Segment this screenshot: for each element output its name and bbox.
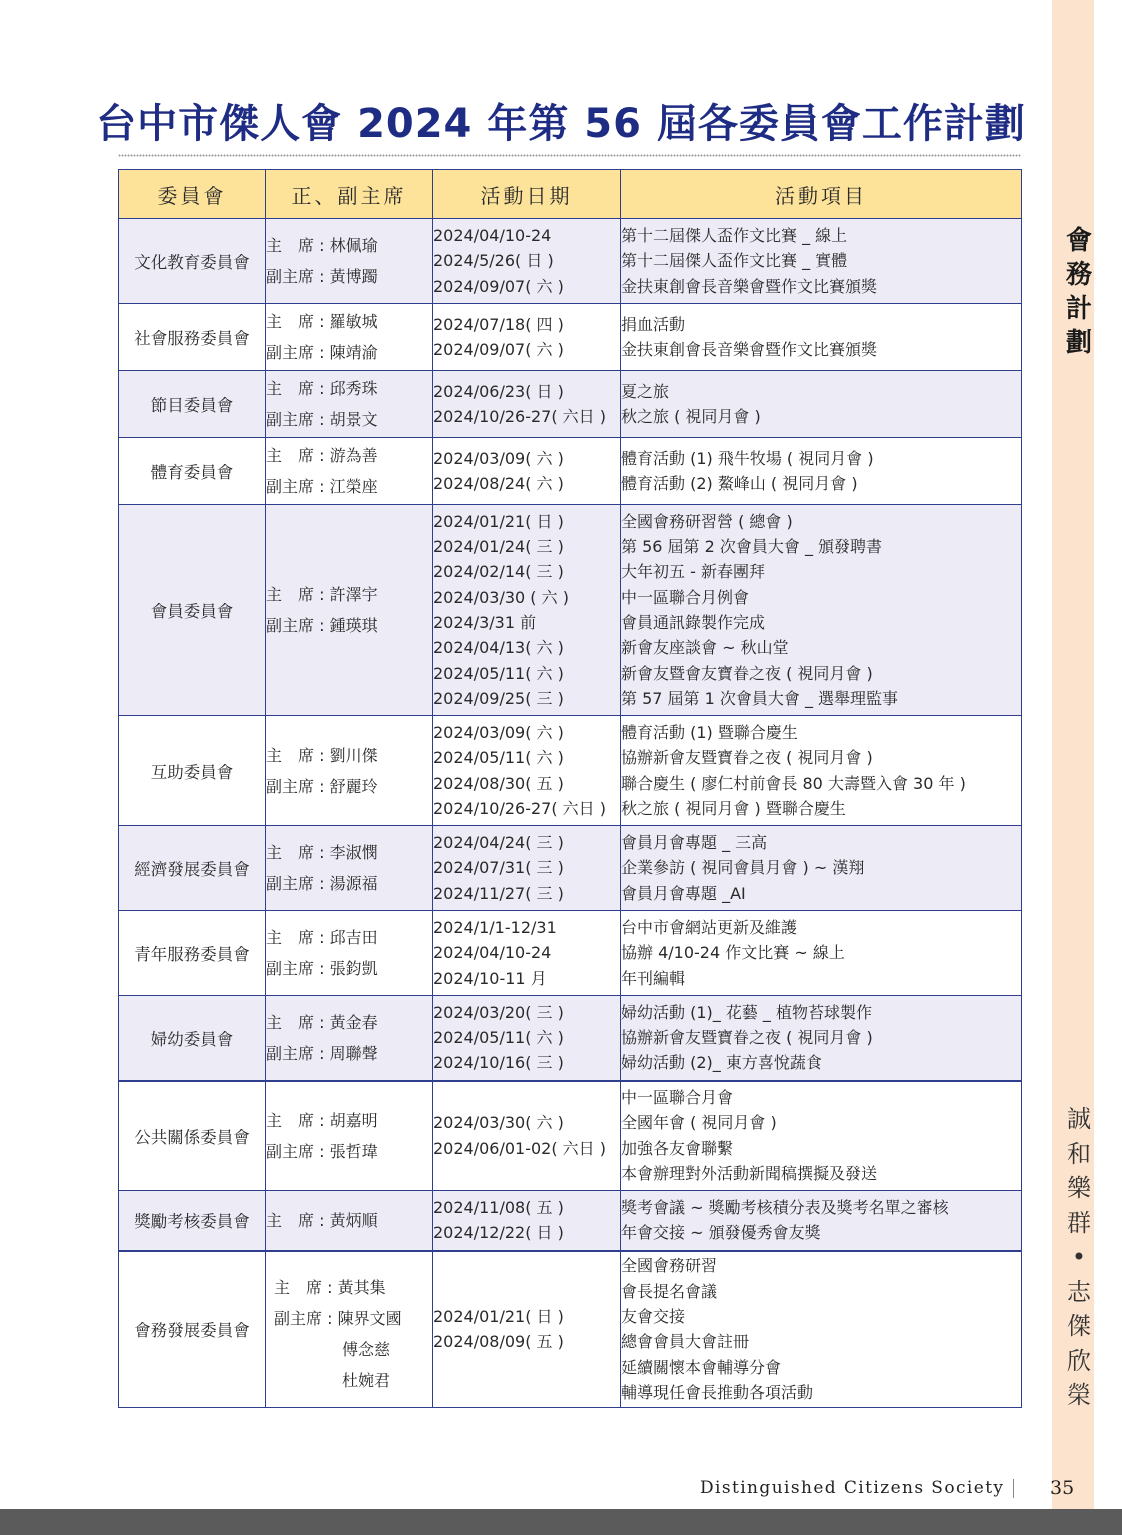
activity-date: 2024/04/10-24 xyxy=(433,943,552,963)
activity-item: 台中市會網站更新及維護 xyxy=(621,918,798,938)
section-label-char: 務 xyxy=(1065,260,1092,290)
activity-date: 2024/06/01-02( 六日 ) xyxy=(433,1138,607,1158)
activity-item: 捐血活動 xyxy=(621,314,686,334)
activity-date: 2024/09/25( 三 ) xyxy=(433,688,564,708)
activity-item: 體育活動 (1) 暨聯合慶生 xyxy=(621,722,798,742)
activity-item: 第十二屆傑人盃作文比賽 _ 實體 xyxy=(621,251,848,271)
slogan-char: 群 xyxy=(1067,1208,1091,1237)
activity-date: 2024/07/18( 四 ) xyxy=(433,314,564,334)
committee-name: 婦幼委員會 xyxy=(119,996,266,1081)
activity-date: 2024/12/22( 日 ) xyxy=(433,1223,564,1243)
activity-item: 本會辦理對外活動新聞稿撰擬及發送 xyxy=(621,1164,878,1184)
chair-name: 副主席 : 周聯聲 xyxy=(266,1043,378,1063)
header-activities: 活動項目 xyxy=(621,170,1022,219)
chairs-cell xyxy=(266,826,433,911)
activity-date: 2024/10-11 月 xyxy=(433,968,547,988)
side-slogan xyxy=(1061,1102,1097,1413)
chair-name: 主 席 : 胡嘉明 xyxy=(266,1110,378,1130)
table-header-row xyxy=(119,170,1022,219)
chair-name: 主 席 : 林佩瑜 xyxy=(266,236,378,255)
activity-date: 2024/04/24( 三 ) xyxy=(433,833,564,853)
activity-item: 第十二屆傑人盃作文比賽 _ 線上 xyxy=(621,226,848,246)
activity-date: 2024/01/21( 日 ) xyxy=(433,1306,564,1326)
chair-name: 傅念慈 xyxy=(342,1340,391,1360)
slogan-char: 和 xyxy=(1067,1139,1091,1168)
activity-item: 全國年會 ( 視同月會 ) xyxy=(621,1113,777,1133)
header-committee: 委員會 xyxy=(119,170,266,219)
activity-item: 輔導現任會長推動各項活動 xyxy=(621,1382,814,1402)
section-label-char: 劃 xyxy=(1065,328,1092,358)
activity-date: 2024/01/24( 三 ) xyxy=(433,537,564,557)
slogan-char: 樂 xyxy=(1067,1174,1091,1202)
chair-name: 主 席 : 黃金春 xyxy=(266,1012,378,1032)
chair-name: 主 席 : 李淑憫 xyxy=(266,843,378,862)
chairs-cell xyxy=(266,996,433,1081)
activity-item: 體育活動 (2) 鰲峰山 ( 視同月會 ) xyxy=(621,474,858,493)
dates-cell xyxy=(433,1081,621,1191)
committee-name: 節目委員會 xyxy=(119,371,266,438)
chair-name: 副主席 : 陳靖渝 xyxy=(266,343,378,362)
activities-cell xyxy=(621,371,1022,438)
activity-item: 新會友座談會 ~ 秋山堂 xyxy=(621,638,789,658)
chairs-cell xyxy=(266,1081,433,1191)
activity-date: 2024/02/14( 三 ) xyxy=(433,562,564,582)
chairs-cell xyxy=(266,304,433,371)
chairs-cell xyxy=(266,911,433,996)
activity-date: 2024/10/16( 三 ) xyxy=(433,1053,564,1073)
chair-name: 副主席 : 胡景文 xyxy=(266,410,378,429)
activity-item: 年會交接 ~ 頒發優秀會友獎 xyxy=(621,1223,821,1243)
activity-date: 2024/5/26( 日 ) xyxy=(433,251,554,271)
header-dates: 活動日期 xyxy=(433,170,621,219)
chairs-cell xyxy=(266,219,433,304)
chair-name: 副主席 : 張哲瑋 xyxy=(266,1141,378,1161)
activity-item: 會員通訊錄製作完成 xyxy=(621,613,766,632)
activities-cell xyxy=(621,304,1022,371)
chair-name: 主 席 : 游為善 xyxy=(266,446,378,465)
activity-item: 中一區聯合月例會 xyxy=(621,587,750,607)
section-label xyxy=(1059,224,1099,360)
chairs-cell xyxy=(266,371,433,438)
activity-item: 第 57 屆第 1 次會員大會 _ 選舉理監事 xyxy=(621,688,899,708)
activity-date: 2024/1/1-12/31 xyxy=(433,918,557,938)
activity-item: 加強各友會聯繫 xyxy=(621,1138,734,1158)
activity-item: 大年初五 - 新春團拜 xyxy=(621,562,765,582)
activity-item: 會長提名會議 xyxy=(621,1281,718,1301)
activity-date: 2024/10/26-27( 六日 ) xyxy=(433,407,607,426)
chair-name: 主 席 : 邱吉田 xyxy=(266,928,378,947)
activity-date: 2024/03/30 ( 六 ) xyxy=(433,587,569,607)
activity-item: 會員月會專題 _AI xyxy=(621,883,746,903)
activity-item: 聯合慶生 ( 廖仁村前會長 80 大壽暨入會 30 年 ) xyxy=(621,773,966,793)
activities-cell xyxy=(621,1081,1022,1191)
activity-date: 2024/11/08( 五 ) xyxy=(433,1197,564,1217)
activity-date: 2024/08/24( 六 ) xyxy=(433,474,564,493)
activity-item: 金扶東創會長音樂會暨作文比賽頒獎 xyxy=(621,340,878,359)
activity-item: 獎考會議 ~ 獎勵考核積分表及獎考名單之審核 xyxy=(621,1197,949,1217)
chair-name: 副主席 : 湯源福 xyxy=(266,874,378,893)
activities-cell xyxy=(621,996,1022,1081)
chair-name: 主 席 : 黃炳順 xyxy=(266,1210,378,1230)
committee-name: 會員委員會 xyxy=(119,505,266,716)
dates-cell xyxy=(433,826,621,911)
chair-name: 主 席 : 黃其集 xyxy=(274,1278,386,1298)
activity-item: 延續關懷本會輔導分會 xyxy=(621,1357,782,1377)
chair-name: 副主席 : 鍾瑛琪 xyxy=(266,616,378,635)
activity-date: 2024/03/30( 六 ) xyxy=(433,1113,564,1133)
activity-item: 全國會務研習 xyxy=(621,1256,718,1276)
activity-item: 體育活動 (1) 飛牛牧場 ( 視同月會 ) xyxy=(621,448,874,468)
header-chairs: 正、副主席 xyxy=(266,170,433,219)
chairs-cell xyxy=(266,1251,433,1408)
committee-name: 青年服務委員會 xyxy=(119,911,266,996)
table-row xyxy=(119,716,1022,826)
footer-society: Distinguished Citizens Society xyxy=(700,1478,1005,1498)
slogan-char: 欣 xyxy=(1067,1346,1091,1375)
chairs-cell xyxy=(266,505,433,716)
section-label-char: 計 xyxy=(1065,294,1092,324)
activity-date: 2024/05/11( 六 ) xyxy=(433,748,564,768)
chairs-cell xyxy=(266,438,433,505)
activity-item: 第 56 屆第 2 次會員大會 _ 頒發聘書 xyxy=(621,537,883,557)
committee-name: 社會服務委員會 xyxy=(119,304,266,371)
activity-item: 金扶東創會長音樂會暨作文比賽頒獎 xyxy=(621,276,878,296)
activities-cell xyxy=(621,716,1022,826)
dates-cell xyxy=(433,716,621,826)
table-row xyxy=(119,1191,1022,1251)
slogan-char: 傑 xyxy=(1067,1312,1091,1340)
activity-date: 2024/10/26-27( 六日 ) xyxy=(433,798,607,818)
activity-item: 秋之旅 ( 視同月會 ) xyxy=(621,407,761,426)
activity-item: 全國會務研習營 ( 總會 ) xyxy=(621,511,793,531)
table-row xyxy=(119,1251,1022,1408)
activity-date: 2024/07/31( 三 ) xyxy=(433,858,564,878)
activity-date: 2024/08/09( 五 ) xyxy=(433,1332,564,1352)
activity-item: 總會會員大會註冊 xyxy=(621,1332,750,1352)
activity-item: 企業參訪 ( 視同會員月會 ) ~ 漢翔 xyxy=(621,858,865,878)
slogan-char: 榮 xyxy=(1067,1381,1091,1409)
chair-name: 副主席 : 江榮座 xyxy=(266,477,378,496)
chair-name: 副主席 : 黃博躅 xyxy=(266,267,378,286)
activity-date: 2024/04/10-24 xyxy=(433,226,552,246)
dates-cell xyxy=(433,304,621,371)
chair-name: 主 席 : 劉川傑 xyxy=(266,745,378,765)
table-row xyxy=(119,304,1022,371)
activity-date: 2024/11/27( 三 ) xyxy=(433,883,564,903)
dates-cell xyxy=(433,438,621,505)
chair-name: 副主席 : 舒麗玲 xyxy=(266,776,378,796)
activity-date: 2024/08/30( 五 ) xyxy=(433,773,564,793)
activity-date: 2024/03/20( 三 ) xyxy=(433,1002,564,1022)
table-row xyxy=(119,1081,1022,1191)
committee-name: 獎勵考核委員會 xyxy=(119,1191,266,1251)
activity-date: 2024/06/23( 日 ) xyxy=(433,381,564,401)
activity-date: 2024/01/21( 日 ) xyxy=(433,511,564,531)
footer-separator xyxy=(1013,1479,1014,1498)
slogan-char: • xyxy=(1071,1243,1087,1271)
committee-name: 會務發展委員會 xyxy=(119,1251,266,1408)
title-divider xyxy=(118,154,1021,157)
table-row xyxy=(119,371,1022,438)
activity-item: 秋之旅 ( 視同月會 ) 暨聯合慶生 xyxy=(621,798,846,818)
table-row xyxy=(119,911,1022,996)
work-plan-table xyxy=(118,169,1022,1408)
table-row xyxy=(119,826,1022,911)
activity-item: 友會交接 xyxy=(621,1306,686,1326)
activities-cell xyxy=(621,505,1022,716)
table-row xyxy=(119,996,1022,1081)
table-row xyxy=(119,438,1022,505)
chairs-cell xyxy=(266,1191,433,1251)
activity-date: 2024/03/09( 六 ) xyxy=(433,722,564,742)
activity-date: 2024/03/09( 六 ) xyxy=(433,448,564,468)
page-number: 35 xyxy=(1050,1477,1075,1499)
activity-item: 協辦新會友暨寶眷之夜 ( 視同月會 ) xyxy=(621,748,873,768)
chairs-cell xyxy=(266,716,433,826)
activity-date: 2024/09/07( 六 ) xyxy=(433,340,564,359)
bottom-band xyxy=(0,1509,1122,1535)
section-label-char: 會 xyxy=(1065,226,1092,256)
dates-cell xyxy=(433,996,621,1081)
committee-name: 體育委員會 xyxy=(119,438,266,505)
chair-name: 副主席 : 張鈞凱 xyxy=(266,959,378,978)
activity-item: 會員月會專題 _ 三高 xyxy=(621,833,768,853)
activity-item: 年刊編輯 xyxy=(621,968,686,988)
activity-date: 2024/09/07( 六 ) xyxy=(433,276,564,296)
activities-cell xyxy=(621,911,1022,996)
activity-item: 夏之旅 xyxy=(621,381,670,401)
activity-date: 2024/05/11( 六 ) xyxy=(433,663,564,683)
chair-name: 主 席 : 許澤宇 xyxy=(266,585,378,604)
activity-date: 2024/05/11( 六 ) xyxy=(433,1028,564,1048)
activity-item: 中一區聯合月會 xyxy=(621,1088,734,1108)
committee-name: 公共關係委員會 xyxy=(119,1081,266,1191)
activity-item: 婦幼活動 (1)_ 花藝 _ 植物苔球製作 xyxy=(621,1002,873,1022)
chair-name: 副主席 : 陳界文國 xyxy=(274,1309,402,1329)
chair-name: 主 席 : 邱秀珠 xyxy=(266,379,378,398)
dates-cell xyxy=(433,505,621,716)
activity-date: 2024/3/31 前 xyxy=(433,613,537,632)
slogan-char: 志 xyxy=(1067,1277,1091,1306)
dates-cell xyxy=(433,1251,621,1408)
dates-cell xyxy=(433,219,621,304)
chair-name: 主 席 : 羅敏城 xyxy=(266,312,378,331)
chair-name: 杜婉君 xyxy=(342,1371,391,1391)
committee-name: 互助委員會 xyxy=(119,716,266,826)
activity-item: 協辦 4/10-24 作文比賽 ~ 線上 xyxy=(621,943,845,963)
activities-cell xyxy=(621,438,1022,505)
dates-cell xyxy=(433,1191,621,1251)
committee-name: 文化教育委員會 xyxy=(119,219,266,304)
table-row xyxy=(119,505,1022,716)
page-title: 台中市傑人會 2024 年第 56 屆各委員會工作計劃 xyxy=(96,101,1026,147)
slogan-char: 誠 xyxy=(1067,1105,1091,1133)
activities-cell xyxy=(621,219,1022,304)
committee-name: 經濟發展委員會 xyxy=(119,826,266,911)
activity-item: 協辦新會友暨寶眷之夜 ( 視同月會 ) xyxy=(621,1028,873,1048)
table-row xyxy=(119,219,1022,304)
activities-cell xyxy=(621,1251,1022,1408)
activity-item: 新會友暨會友寶眷之夜 ( 視同月會 ) xyxy=(621,663,873,683)
activities-cell xyxy=(621,826,1022,911)
dates-cell xyxy=(433,371,621,438)
activities-cell xyxy=(621,1191,1022,1251)
activity-date: 2024/04/13( 六 ) xyxy=(433,638,564,658)
dates-cell xyxy=(433,911,621,996)
activity-item: 婦幼活動 (2)_ 東方喜悅蔬食 xyxy=(621,1053,822,1073)
